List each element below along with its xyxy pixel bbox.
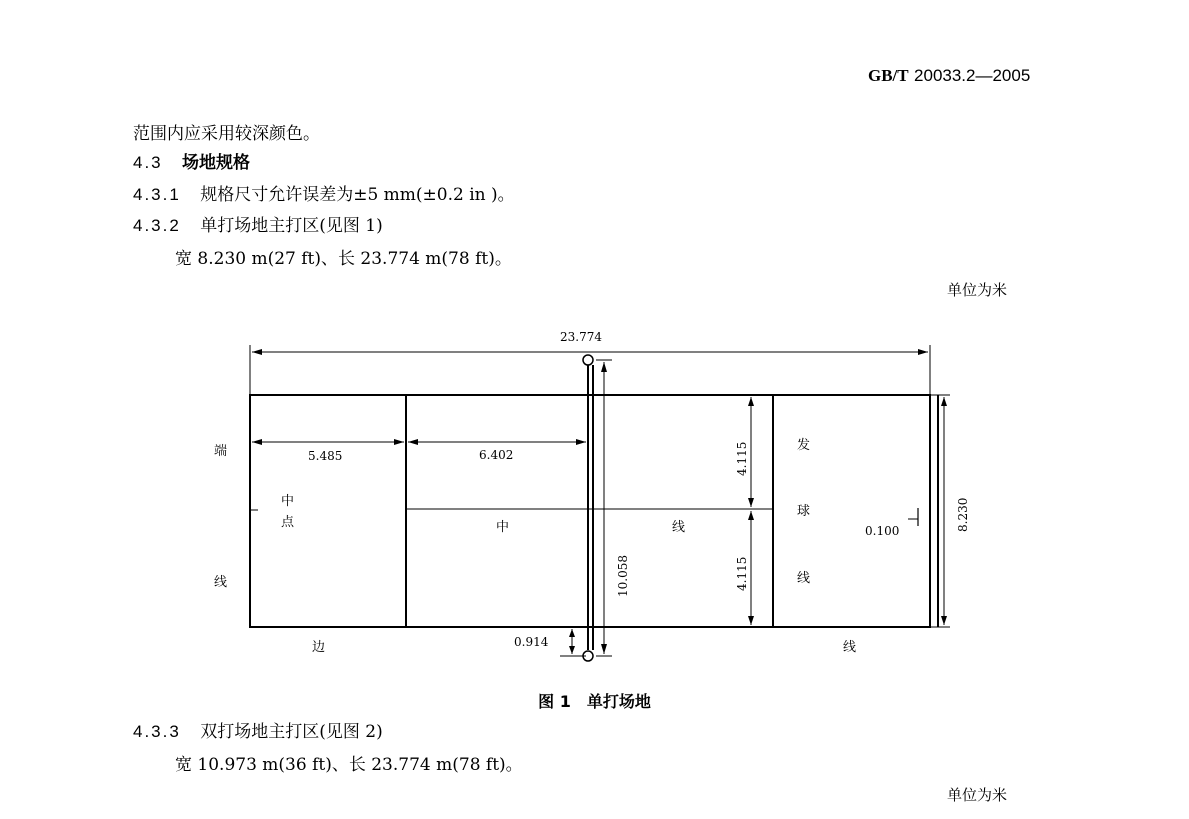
dim-line-width: 0.100 — [865, 524, 900, 538]
singles-court-dimensions: 宽 8.230 m(27 ft)、长 23.774 m(78 ft)。 — [175, 249, 512, 269]
court-outline — [250, 395, 930, 627]
paragraph-continuation: 范围内应采用较深颜色。 — [133, 124, 320, 144]
label-center-line-1: 中 — [496, 520, 510, 535]
dim-half-width-bottom: 4.115 — [735, 556, 749, 591]
dim-post-offset: 0.914 — [514, 635, 549, 649]
clause-text: 单打场地主打区(见图 1) — [200, 216, 383, 236]
label-side-line-2: 线 — [843, 640, 857, 655]
section-number: 4.3 — [133, 153, 163, 172]
dim-post-span: 10.058 — [616, 555, 630, 597]
label-end-line-1: 端 — [214, 444, 228, 459]
label-service-line-2: 球 — [797, 504, 811, 519]
section-title: 场地规格 — [182, 153, 251, 173]
clause-number: 4.3.3 — [133, 722, 181, 741]
clause-text: 规格尺寸允许误差为±5 mm(±0.2 in )。 — [200, 185, 515, 205]
unit-note-bottom: 单位为米 — [947, 786, 1008, 804]
dim-end-to-service: 5.485 — [308, 449, 343, 463]
figure-caption: 图 1 单打场地 — [538, 692, 651, 711]
label-center-mark-1: 中 — [281, 494, 295, 509]
dim-length-total: 23.774 — [560, 330, 602, 344]
clause-number: 4.3.2 — [133, 216, 181, 235]
label-service-line-1: 发 — [797, 438, 811, 453]
dim-width-total: 8.230 — [956, 497, 970, 532]
standard-number: 20033.2—2005 — [914, 66, 1031, 85]
label-service-line-3: 线 — [797, 571, 811, 586]
clause-4-3-3 — [133, 722, 383, 742]
dim-service-to-net: 6.402 — [479, 448, 514, 462]
unit-note: 单位为米 — [947, 281, 1008, 299]
clause-text: 双打场地主打区(见图 2) — [200, 722, 383, 742]
label-end-line-2: 线 — [214, 575, 228, 590]
net-post-top — [583, 355, 593, 365]
label-side-line-1: 边 — [312, 640, 326, 655]
label-center-mark-2: 点 — [281, 515, 295, 530]
doubles-court-dimensions: 宽 10.973 m(36 ft)、长 23.774 m(78 ft)。 — [175, 755, 523, 775]
clause-number: 4.3.1 — [133, 185, 181, 204]
standard-prefix: GB/T — [868, 66, 909, 85]
dim-half-width-top: 4.115 — [735, 441, 749, 476]
label-center-line-2: 线 — [672, 520, 686, 535]
